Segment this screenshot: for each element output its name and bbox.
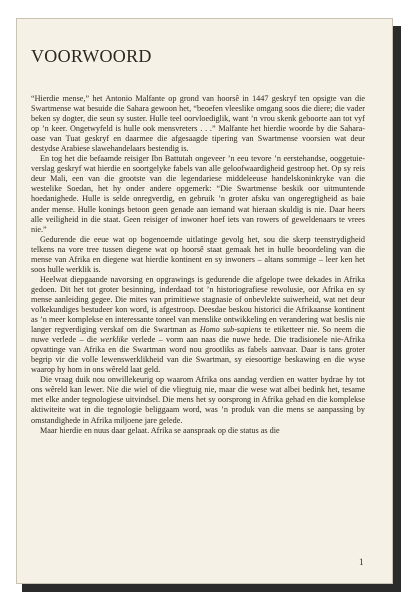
paragraph (31, 94, 365, 154)
text-span: En tog het die befaamde reisiger Ibn Battutah ongeveer ’n eeu tevore ’n eerstehandse, ooggetuie-verslag geskryf wat hierdie en soortgelyke fabels van alle geloofwaardigheid gestroop het. Op sy reis deur Mali, een van die grootste van die legendariese middeleeuse handelskoninkryke van die westelike Soedan, het hy onder andere opgemerk: “Die Swartmense beskik oor uitmuntende hoedanighede. Hulle is selde onregverdig, en gebruik ’n groter afsku van ongeregtigheid as baie ander mense. Hulle konings betoon geen genade aan iemand wat hieraan skuldig is nie. Daar heers alle veiligheid in die staat. Geen reisiger of inwoner hoef iets van rowers of geweldenaars te vrees nie.” (31, 154, 365, 234)
text-span: Gedurende die eeue wat op bogenoemde uitlatinge gevolg het, sou die skerp teenstrydigheid telkens na vore tree tussen diegene wat op hoorsê staat gemaak het in hulle beoordeling van die mense van Afrika en diegene wat hierdie kontinent en sy inwoners – altans sommige – leer ken het soos hulle werklik is. (31, 234, 365, 274)
paragraph (31, 235, 365, 275)
paragraph (31, 154, 365, 234)
text-span: Heelwat diepgaande navorsing en opgrawings is gedurende die afgelope twee dekades in Afrika gedoen. Dit het tot groter besinning, inderdaad tot ’n historiografiese rewolusie, oor Afrika en sy mense aanleiding gegee. Die mites van primitiewe stagnasie of onbevlekte suiwerheid, wat net deur volkekundiges bestudeer kon word, is afgestroop. Deesdae beskou historici die Afrikaanse kontinent as ’n meer komplekse en interessante toneel van menslike ontwikkeling en verandering wat beslis nie langer regverdiging verskaf om die Swartman as (31, 274, 365, 335)
paragraph (31, 426, 365, 436)
page-title: VOORWOORD (31, 46, 152, 66)
paragraph (31, 275, 365, 375)
text-span: Maar hierdie en nuus daar gelaat. Afrika se aanspraak op die status as die (40, 425, 280, 435)
text-span: “Hierdie mense,” het Antonio Malfante op grond van hoorsê in 1447 geskryf ten opsigte van die Swartmense wat besuide die Sahara gewoon het, “beoefen vleeslike omgang soos die diere; die vader beken sy dogter, die seun sy suster. Hulle teel oorvloediglik, want ’n vrou skenk geboorte aan tot vyf op ’n keer. Ongetwyfeld is hulle ook mensvreters . . .” Malfante het hierdie woorde by die Sahara-oase van Tuat geskryf en daarmee die afgesaagde tipering van Swartmense voorsien wat deur destydse Arabiese slawehandelaars bestendig is. (31, 94, 365, 154)
body-text (31, 94, 365, 436)
text-span: Die vraag duik nou onwillekeurig op waarom Afrika ons aandag verdien en watter bydrae hy tot ons wêreld kan lewer. Nie die wiel of die vliegtuig nie, maar die wese wat albei bedink het, tesame met elke ander tegnologiese uitvindsel. Die mens het sy oorsprong in Afrika gehad en die komplekse aktiwiteite wat in die tegnologie beliggaam word, was ’n produk van die mens se aanpassing by omstandighede in Afrika miljoene jare gelede. (31, 375, 365, 425)
paragraph (31, 375, 365, 425)
text-span: verlede – vorm aan naas die nuwe hede. Die tradisionele nie-Afrika opvattinge van Afrika en die Swartman word nou grootliks as fabels aanvaar. Daar is tans groter begrip vir die volle lewenswerklikheid van die Swartman, sy eiesoortige beskawing en die wyse waarop hy hom in ons wêreld laat geld. (31, 335, 366, 375)
text-span: te etiketteer nie. So neem die nuwe verlede – die (31, 325, 365, 345)
page-number: 1 (359, 557, 364, 567)
italic-text: Homo sub-sapiens (199, 325, 262, 335)
italic-text: werklike (100, 335, 128, 345)
